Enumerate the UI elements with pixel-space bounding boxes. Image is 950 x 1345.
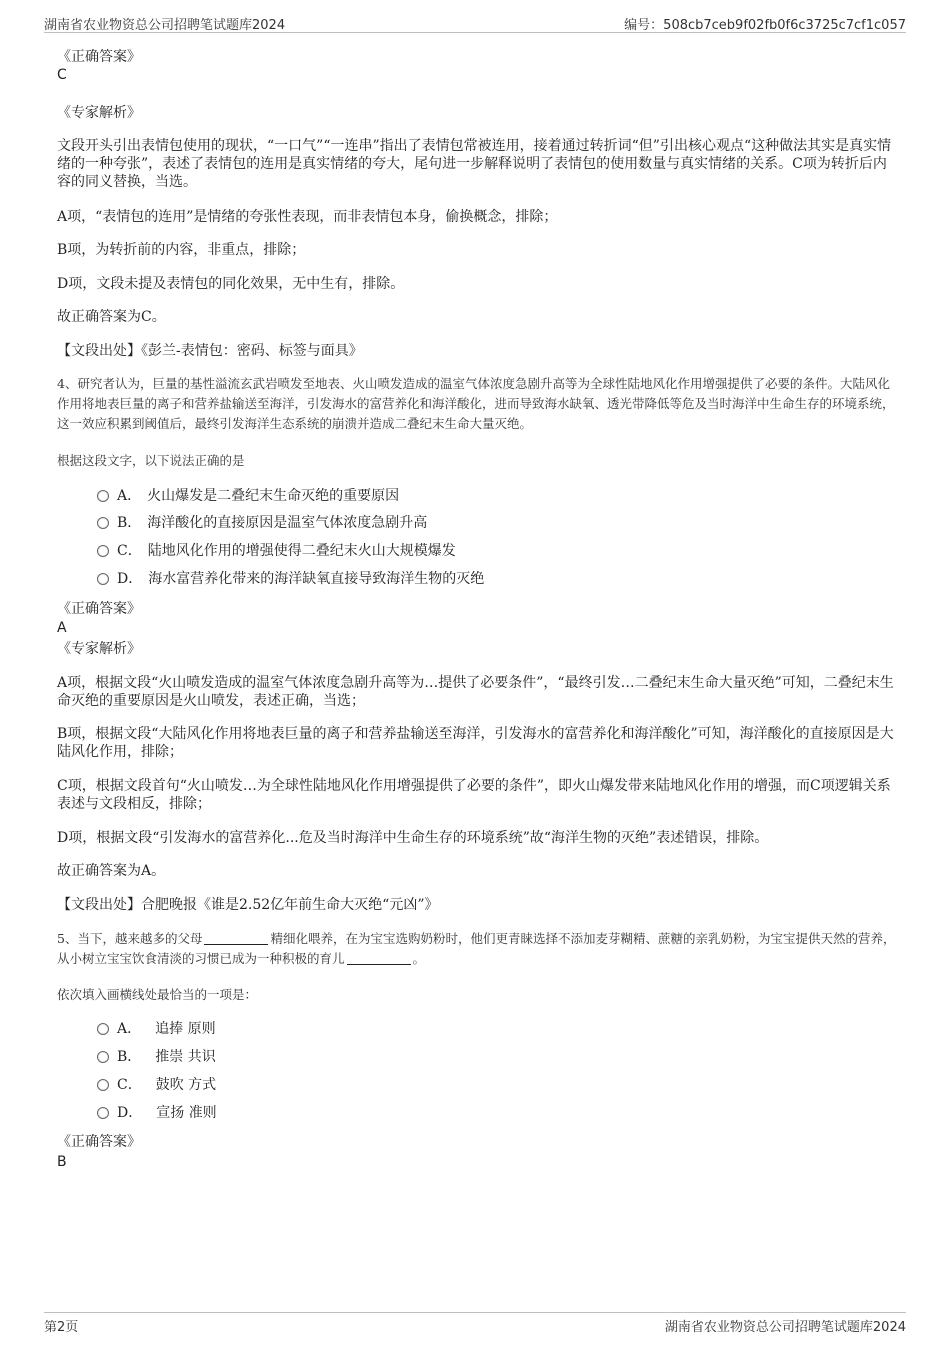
q4-option-c[interactable]: C． 陆地风化作用的增强使得二叠纪末火山大规模爆发 <box>97 542 456 560</box>
q4-option-b-analysis: B项，根据文段“大陆风化作用将地表巨量的离子和营养盐输送至海洋，引发海水的富营养化和海洋酸化”可知，海洋酸化的直接原因是大陆风化作用，排除； <box>57 726 894 760</box>
q3-option-d-analysis: D项，文段未提及表情包的同化效果，无中生有，排除。 <box>57 276 405 292</box>
q4-option-a-analysis: A项，根据文段“火山喷发造成的温室气体浓度急剧升高等为…提供了必要条件”，“最终引发…二叠纪末生命大量灭绝”可知，二叠纪末生命灭绝的重要原因是火山喷发，表述正确，当选； <box>57 675 894 709</box>
q5-stem: 5、当下，越来越多的父母 精细化喂养，在为宝宝选购奶粉时，他们更青睐选择不添加麦芽糊精、蔗糖的亲乳奶粉，为宝宝提供天然的营养，从小树立宝宝饮食清淡的习惯已成为一种积极的育儿 。 <box>57 931 896 966</box>
header-title: 湖南省农业物资总公司招聘笔试题库2024 <box>44 18 286 33</box>
page-footer <box>44 1312 906 1335</box>
footer-title: 湖南省农业物资总公司招聘笔试题库2024 <box>664 1320 906 1335</box>
radio-icon[interactable] <box>97 545 109 557</box>
q4-option-d-analysis: D项，根据文段“引发海水的富营养化...危及当时海洋中生命生存的环境系统”故“海洋生物的灭绝”表述错误，排除。 <box>57 830 769 846</box>
q5-correct-label: 《正确答案》 <box>57 1134 141 1150</box>
document-code: 编号：508cb7ceb9f02fb0f6c3725c7cf1c057 <box>624 18 906 33</box>
q4-correct-label: 《正确答案》 <box>57 601 141 617</box>
q5-option-c[interactable]: C． 鼓吹 方式 <box>97 1076 216 1094</box>
radio-icon[interactable] <box>97 1107 109 1119</box>
q3-option-b-analysis: B项，为转折前的内容，非重点，排除； <box>57 242 306 258</box>
fill-blank-2 <box>347 952 411 965</box>
q5-option-d[interactable]: D． 宣扬 准则 <box>97 1104 217 1122</box>
q5-option-b[interactable]: B． 推崇 共识 <box>97 1048 216 1066</box>
q4-answer: A <box>57 620 67 636</box>
radio-icon[interactable] <box>97 490 109 502</box>
radio-icon[interactable] <box>97 1023 109 1035</box>
q4-option-d[interactable]: D． 海水富营养化带来的海洋缺氧直接导致海洋生物的灭绝 <box>97 570 484 588</box>
q4-question: 根据这段文字，以下说法正确的是 <box>57 453 245 468</box>
page-header <box>44 12 906 33</box>
q5-question: 依次填入画横线处最恰当的一项是： <box>57 987 258 1002</box>
q3-conclusion: 故正确答案为C。 <box>57 309 166 325</box>
radio-icon[interactable] <box>97 1051 109 1063</box>
fill-blank-1 <box>204 932 268 945</box>
q4-source: 【文段出处】合肥晚报《谁是2.52亿年前生命大灭绝“元凶”》 <box>57 897 439 913</box>
q4-option-b[interactable]: B． 海洋酸化的直接原因是温室气体浓度急剧升高 <box>97 514 427 532</box>
page-number: 第2页 <box>44 1320 79 1335</box>
q3-option-a-analysis: A项，“表情包的连用”是情绪的夸张性表现，而非表情包本身，偷换概念，排除； <box>57 209 558 225</box>
radio-icon[interactable] <box>97 573 109 585</box>
q4-option-c-analysis: C项，根据文段首句“火山喷发…为全球性陆地风化作用增强提供了必要的条件”，即火山爆发带来陆地风化作用的增强，而C项逻辑关系表述与文段相反，排除； <box>57 778 891 812</box>
q3-analysis-paragraph: 文段开头引出表情包使用的现状，“一口气”“一连串”指出了表情包常被连用，接着通过转折词“但”引出核心观点“这种做法其实是真实情绪的一种夸张”，表述了表情包的连用是真实情绪的夸大，尾句进一步解释说明了表情包的使用数量与真实情绪的关系。C项为转折后内容的同义替换，当选。 <box>57 138 892 190</box>
radio-icon[interactable] <box>97 1079 109 1091</box>
q4-option-a[interactable]: A． 火山爆发是二叠纪末生命灭绝的重要原因 <box>97 487 399 505</box>
q3-source: 【文段出处】《彭兰-表情包：密码、标签与面具》 <box>57 343 363 359</box>
q4-conclusion: 故正确答案为A。 <box>57 863 166 879</box>
q3-analysis-label: 《专家解析》 <box>57 105 141 121</box>
q3-answer: C <box>57 67 67 83</box>
q3-correct-label: 《正确答案》 <box>57 49 141 65</box>
q5-option-a[interactable]: A． 追捧 原则 <box>97 1020 216 1038</box>
radio-icon[interactable] <box>97 517 109 529</box>
q4-analysis-label: 《专家解析》 <box>57 641 141 657</box>
q5-answer: B <box>57 1154 67 1170</box>
q4-stem: 4、研究者认为，巨量的基性溢流玄武岩喷发至地表、火山喷发造成的温室气体浓度急剧升高等为全球性陆地风化作用增强提供了必要的条件。大陆风化作用将地表巨量的离子和营养盐输送至海洋，引发海水的富营养化和海洋酸化，进而导致海水缺氧、透光带降低等危及当时海洋中生命生存的环境系统，这一效应积累到阈值后，最终引发海洋生态系统的崩溃并造成二叠纪末生命大量灭绝。 <box>57 376 895 431</box>
